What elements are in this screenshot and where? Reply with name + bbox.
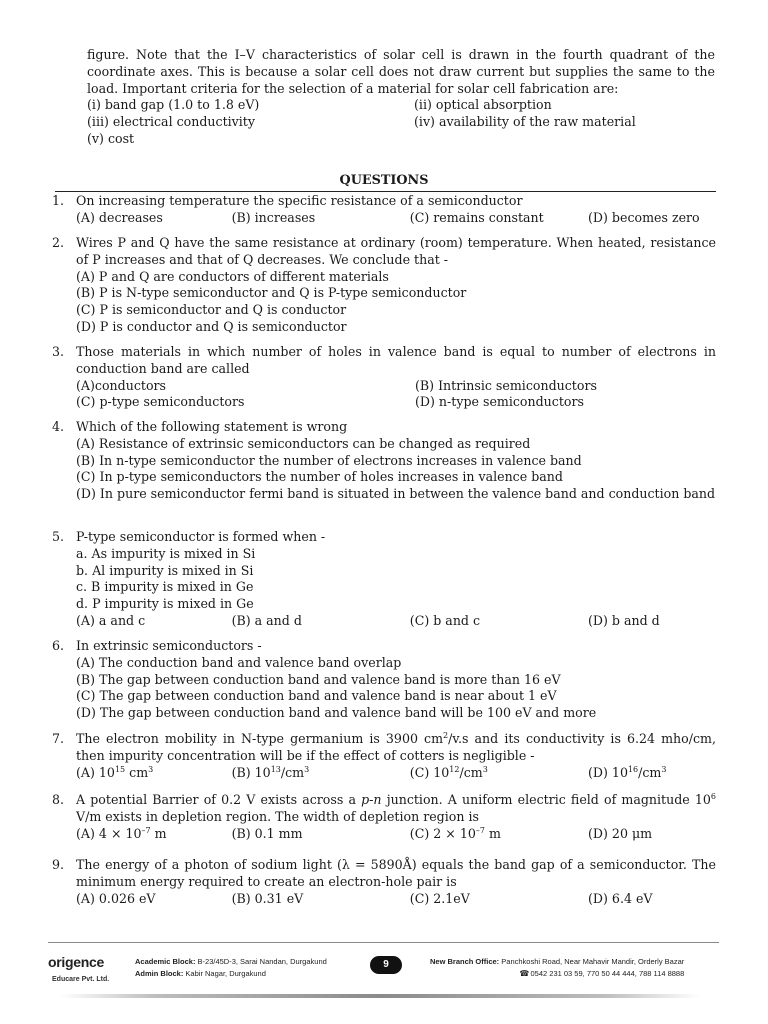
heading-rule [55, 191, 716, 192]
criteria-row-3 [87, 131, 715, 148]
branch-label: New Branch Office: [430, 957, 500, 966]
options-row [76, 378, 716, 395]
option-d: (D) The gap between conduction band and valence band will be 100 eV and more [76, 705, 597, 721]
options-row [76, 826, 716, 843]
question-number: 4. [52, 419, 65, 434]
question-6 [52, 638, 716, 722]
question-5 [52, 529, 716, 630]
options-row [76, 394, 716, 411]
question-text: Which of the following statement is wrong [76, 419, 348, 434]
question-text: Wires P and Q have the same resistance at ordinary (room) temperature. When heated, resistance of P increases and that of Q decreases. We conclude that - [76, 235, 716, 267]
option-c: (C) b and c [409, 612, 481, 628]
criterion: (iii) electrical conductivity [87, 114, 255, 130]
option-d: (D) P is conductor and Q is semiconductor [76, 318, 347, 334]
option-b: (B) increases [231, 209, 316, 225]
option-c: (C) $2 \times 10^{-7}$ m [409, 825, 501, 841]
criterion: (v) cost [87, 130, 135, 146]
option-c: (C) The gap between conduction band and valence band is near about 1 eV [76, 688, 557, 704]
question-text: The energy of a photon of sodium light (λ = 5890Å) equals the band gap of a semiconductor. The minimum energy required to create an electron-hole pair is [76, 857, 716, 889]
option-b: (B) 0.31 eV [231, 890, 304, 906]
option-c: (C) p-type semiconductors [76, 394, 245, 410]
question-number: 7. [52, 731, 65, 746]
options-row [76, 613, 716, 630]
question-4 [52, 419, 716, 503]
footer-bar [60, 994, 700, 998]
option-d: (D) 6.4 eV [588, 890, 653, 906]
question-3 [52, 344, 716, 411]
option-b: (B) In n-type semiconductor the number of electrons increases in valence band [76, 452, 582, 468]
question-2 [52, 235, 716, 336]
option-b: (B) Intrinsic semiconductors [415, 377, 597, 393]
option-c: (C) remains constant [409, 209, 544, 225]
option-c: (C) In p-type semiconductors the number of holes increases in valence band [76, 469, 563, 485]
question-text: A potential Barrier of 0.2 V exists across a p-n junction. A uniform electric field of magnitude $10^6$ V/m exists in depletion region. The width of depletion region is [76, 792, 716, 824]
option-d: (D) b and d [588, 612, 660, 628]
academic-label: Academic Block: [135, 957, 196, 966]
question-text: P-type semiconductor is formed when - [76, 529, 326, 544]
sub-item: b. Al impurity is mixed in Si [76, 562, 254, 578]
admin-address: Kabir Nagar, Durgakund [183, 969, 266, 978]
brand-logo: origence [48, 954, 104, 970]
page-footer [48, 950, 719, 990]
option-a: (A) a and c [76, 612, 146, 628]
brand-subtitle: Educare Pvt. Ltd. [52, 976, 110, 983]
option-a: (A) The conduction band and valence band overlap [76, 654, 402, 670]
branch-address: Panchkoshi Road, Near Mahavir Mandir, Orderly Bazar [499, 957, 685, 966]
option-b: (B) $10^{13}/cm^3$ [231, 764, 310, 780]
option-b: (B) P is N-type semiconductor and Q is P-type semiconductor [76, 285, 467, 301]
branch-block [430, 956, 684, 980]
option-d: (D) $10^{16}/cm^3$ [588, 764, 667, 780]
question-number: 3. [52, 344, 65, 359]
option-a: (A) $4 \times 10^{-7}$ m [76, 825, 167, 841]
intro-paragraph: figure. Note that the I–V characteristics of solar cell is drawn in the fourth quadrant of the coordinate axes. This is because a solar cell does not draw current but supplies the same to the load. Important criteria for the selection of a material for solar cell fabrication are: [87, 47, 715, 96]
page-number: 9 [370, 956, 402, 974]
option-c: (C) 2.1eV [409, 890, 470, 906]
question-text: On increasing temperature the specific resistance of a semiconductor [76, 193, 523, 208]
option-d: (D) becomes zero [588, 209, 700, 225]
question-1 [52, 193, 716, 227]
sub-item: d. P impurity is mixed in Ge [76, 596, 254, 612]
question-9 [52, 857, 716, 907]
question-number: 6. [52, 638, 65, 653]
phone-numbers: 0542 231 03 59, 770 50 44 444, 788 114 8888 [530, 969, 685, 978]
question-8 [52, 792, 716, 842]
question-number: 9. [52, 857, 65, 872]
option-c: (C) P is semiconductor and Q is conductor [76, 302, 347, 318]
address-block [135, 956, 327, 980]
phone-icon: ☎ [519, 969, 530, 978]
option-d: (D) In pure semiconductor fermi band is situated in between the valence band and conduction band [76, 486, 716, 502]
option-a: (A) 0.026 eV [76, 890, 156, 906]
criteria-row-1 [87, 97, 715, 114]
section-heading: QUESTIONS [339, 173, 429, 188]
criteria-row-2 [87, 114, 715, 131]
question-text: In extrinsic semiconductors - [76, 638, 262, 653]
question-7 [52, 731, 716, 781]
option-b: (B) a and d [231, 612, 302, 628]
question-text: The electron mobility in N-type germanium is 3900 $cm^2/v.s$ and its conductivity is 6.24 mho/cm, then impurity concentration will be if the effect of cotters is negligible - [76, 731, 716, 763]
sub-item: a. As impurity is mixed in Si [76, 545, 256, 561]
option-c: (C) $10^{12}/cm^3$ [409, 764, 488, 780]
option-b: (B) 0.1 mm [231, 825, 303, 841]
sub-item: c. B impurity is mixed in Ge [76, 579, 254, 595]
option-a: (A) $10^{15}$ $cm^3$ [76, 764, 154, 780]
intro-section [87, 47, 715, 148]
question-text: Those materials in which number of holes in valence band is equal to number of electrons in conduction band are called [76, 344, 716, 376]
option-a: (A)conductors [76, 377, 167, 393]
question-number: 5. [52, 529, 65, 544]
option-d: (D) 20 μm [588, 825, 653, 841]
options-row [76, 891, 716, 908]
option-d: (D) n-type semiconductors [415, 394, 584, 410]
question-number: 2. [52, 235, 65, 250]
academic-address: B-23/45D-3, Sarai Nandan, Durgakund [195, 957, 327, 966]
criterion: (ii) optical absorption [414, 97, 552, 113]
footer-rule [48, 942, 719, 943]
options-row [76, 765, 716, 782]
admin-label: Admin Block: [135, 969, 184, 978]
criterion: (iv) availability of the raw material [414, 114, 636, 130]
question-number: 8. [52, 792, 65, 807]
question-number: 1. [52, 193, 65, 208]
criterion: (i) band gap (1.0 to 1.8 eV) [87, 97, 260, 113]
option-a: (A) decreases [76, 209, 163, 225]
options-row [76, 210, 716, 227]
option-a: (A) P and Q are conductors of different materials [76, 268, 389, 284]
option-b: (B) The gap between conduction band and valence band is more than 16 eV [76, 671, 561, 687]
option-a: (A) Resistance of extrinsic semiconductors can be changed as required [76, 435, 531, 451]
